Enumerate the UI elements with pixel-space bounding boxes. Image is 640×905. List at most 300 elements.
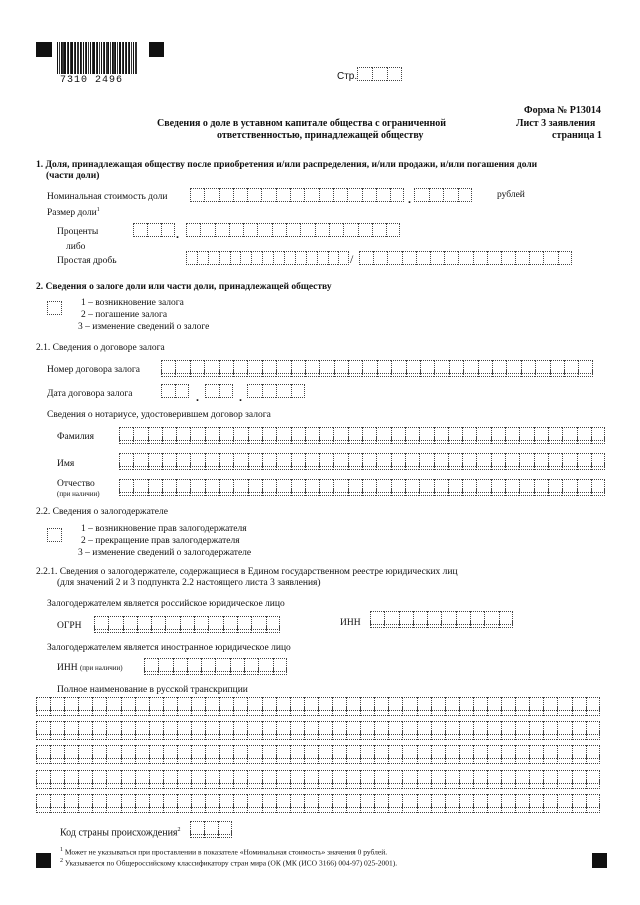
- entry-cell[interactable]: [347, 188, 361, 202]
- entry-cell[interactable]: [133, 223, 147, 237]
- entry-cell[interactable]: [572, 780, 586, 789]
- entry-cell[interactable]: [248, 436, 262, 444]
- entry-cell[interactable]: [431, 755, 445, 764]
- entry-cell[interactable]: [519, 462, 533, 470]
- entry-cell[interactable]: [191, 780, 205, 789]
- entry-cell[interactable]: [333, 188, 347, 202]
- entry-cell[interactable]: [445, 780, 459, 789]
- entry-cell[interactable]: [388, 804, 402, 813]
- entry-cell[interactable]: [204, 830, 218, 838]
- entry-cell[interactable]: [332, 755, 346, 764]
- entry-cell[interactable]: [491, 488, 505, 496]
- ogrn-cells-row2[interactable]: [94, 625, 280, 633]
- entry-cell[interactable]: [162, 488, 176, 496]
- entry-cell[interactable]: [572, 755, 586, 764]
- entry-cell[interactable]: [291, 384, 306, 398]
- entry-cell[interactable]: [543, 804, 557, 813]
- entry-cell[interactable]: [163, 804, 177, 813]
- entry-cell[interactable]: [251, 625, 265, 633]
- entry-cell[interactable]: [262, 251, 273, 265]
- entry-cell[interactable]: [149, 707, 163, 716]
- entry-cell[interactable]: [332, 731, 346, 740]
- entry-cell[interactable]: [177, 804, 191, 813]
- entry-cell[interactable]: [478, 369, 492, 377]
- entry-cell[interactable]: [391, 488, 405, 496]
- entry-cell[interactable]: [441, 620, 455, 628]
- entry-cell[interactable]: [290, 707, 304, 716]
- entry-cell[interactable]: [519, 488, 533, 496]
- entry-cell[interactable]: [305, 369, 319, 377]
- entry-cell[interactable]: [473, 804, 487, 813]
- entry-cell[interactable]: [92, 731, 106, 740]
- entry-cell[interactable]: [304, 804, 318, 813]
- entry-cell[interactable]: [557, 780, 571, 789]
- entry-cell[interactable]: [487, 251, 501, 265]
- entry-cell[interactable]: [333, 462, 347, 470]
- entry-cell[interactable]: [458, 251, 472, 265]
- entry-cell[interactable]: [201, 667, 215, 675]
- entry-cell[interactable]: [529, 731, 543, 740]
- entry-cell[interactable]: [362, 436, 376, 444]
- entry-cell[interactable]: [36, 804, 50, 813]
- entry-cell[interactable]: [362, 369, 376, 377]
- entry-cell[interactable]: [362, 462, 376, 470]
- entry-cell[interactable]: [135, 804, 149, 813]
- entry-cell[interactable]: [473, 755, 487, 764]
- entry-cell[interactable]: [290, 731, 304, 740]
- entry-cell[interactable]: [247, 707, 261, 716]
- entry-cell[interactable]: [332, 780, 346, 789]
- entry-cell[interactable]: [348, 462, 362, 470]
- entry-cell[interactable]: [374, 731, 388, 740]
- entry-cell[interactable]: [36, 755, 50, 764]
- entry-cell[interactable]: [106, 707, 120, 716]
- entry-cell[interactable]: [376, 436, 390, 444]
- entry-cell[interactable]: [190, 488, 204, 496]
- entry-cell[interactable]: [149, 755, 163, 764]
- entry-cell[interactable]: [491, 436, 505, 444]
- entry-cell[interactable]: [577, 436, 591, 444]
- entry-cell[interactable]: [388, 755, 402, 764]
- contract-number-cells-row2[interactable]: [161, 369, 593, 377]
- notary-surname-cells-row2[interactable]: [119, 436, 605, 444]
- entry-cell[interactable]: [305, 462, 319, 470]
- entry-cell[interactable]: [219, 488, 233, 496]
- entry-cell[interactable]: [501, 251, 515, 265]
- entry-cell[interactable]: [233, 755, 247, 764]
- entry-cell[interactable]: [305, 488, 319, 496]
- entry-cell[interactable]: [577, 488, 591, 496]
- entry-cell[interactable]: [346, 755, 360, 764]
- entry-cell[interactable]: [64, 780, 78, 789]
- entry-cell[interactable]: [187, 667, 201, 675]
- entry-cell[interactable]: [262, 369, 276, 377]
- entry-cell[interactable]: [319, 462, 333, 470]
- entry-cell[interactable]: [334, 369, 348, 377]
- entry-cell[interactable]: [119, 488, 133, 496]
- entry-cell[interactable]: [78, 804, 92, 813]
- entry-cell[interactable]: [233, 707, 247, 716]
- entry-cell[interactable]: [247, 780, 261, 789]
- entry-cell[interactable]: [462, 436, 476, 444]
- entry-cell[interactable]: [448, 488, 462, 496]
- full-name-row[interactable]: [36, 731, 600, 740]
- entry-cell[interactable]: [291, 369, 305, 377]
- entry-cell[interactable]: [487, 731, 501, 740]
- entry-cell[interactable]: [419, 488, 433, 496]
- entry-cell[interactable]: [519, 436, 533, 444]
- entry-cell[interactable]: [257, 223, 271, 237]
- entry-cell[interactable]: [562, 462, 576, 470]
- entry-cell[interactable]: [591, 462, 605, 470]
- entry-cell[interactable]: [149, 731, 163, 740]
- entry-cell[interactable]: [47, 528, 62, 542]
- entry-cell[interactable]: [402, 731, 416, 740]
- entry-cell[interactable]: [333, 436, 347, 444]
- entry-cell[interactable]: [219, 436, 233, 444]
- entry-cell[interactable]: [291, 436, 305, 444]
- full-name-row[interactable]: [36, 780, 600, 789]
- entry-cell[interactable]: [360, 780, 374, 789]
- entry-cell[interactable]: [402, 755, 416, 764]
- entry-cell[interactable]: [215, 667, 229, 675]
- entry-cell[interactable]: [219, 251, 230, 265]
- entry-cell[interactable]: [586, 780, 600, 789]
- entry-cell[interactable]: [462, 462, 476, 470]
- entry-cell[interactable]: [233, 804, 247, 813]
- entry-cell[interactable]: [505, 462, 519, 470]
- entry-cell[interactable]: [459, 707, 473, 716]
- entry-cell[interactable]: [476, 462, 490, 470]
- entry-cell[interactable]: [247, 804, 261, 813]
- entry-cell[interactable]: [137, 625, 151, 633]
- entry-cell[interactable]: [557, 731, 571, 740]
- entry-cell[interactable]: [543, 707, 557, 716]
- entry-cell[interactable]: [219, 731, 233, 740]
- entry-cell[interactable]: [205, 462, 219, 470]
- entry-cell[interactable]: [434, 462, 448, 470]
- entry-cell[interactable]: [290, 780, 304, 789]
- entry-cell[interactable]: [135, 755, 149, 764]
- entry-cell[interactable]: [431, 731, 445, 740]
- entry-cell[interactable]: [358, 223, 372, 237]
- entry-cell[interactable]: [262, 707, 276, 716]
- entry-cell[interactable]: [473, 707, 487, 716]
- entry-cell[interactable]: [200, 223, 214, 237]
- entry-cell[interactable]: [431, 707, 445, 716]
- entry-cell[interactable]: [92, 780, 106, 789]
- entry-cell[interactable]: [586, 804, 600, 813]
- entry-cell[interactable]: [219, 384, 233, 398]
- entry-cell[interactable]: [219, 707, 233, 716]
- entry-cell[interactable]: [515, 780, 529, 789]
- entry-cell[interactable]: [50, 780, 64, 789]
- entry-cell[interactable]: [233, 369, 247, 377]
- entry-cell[interactable]: [291, 462, 305, 470]
- entry-cell[interactable]: [377, 369, 391, 377]
- entry-cell[interactable]: [473, 780, 487, 789]
- entry-cell[interactable]: [529, 804, 543, 813]
- entry-cell[interactable]: [476, 488, 490, 496]
- entry-cell[interactable]: [413, 620, 427, 628]
- entry-cell[interactable]: [386, 223, 400, 237]
- entry-cell[interactable]: [529, 780, 543, 789]
- entry-cell[interactable]: [119, 462, 133, 470]
- entry-cell[interactable]: [473, 251, 487, 265]
- entry-cell[interactable]: [247, 369, 261, 377]
- entry-cell[interactable]: [205, 755, 219, 764]
- entry-cell[interactable]: [215, 223, 229, 237]
- entry-cell[interactable]: [333, 488, 347, 496]
- entry-cell[interactable]: [346, 707, 360, 716]
- entry-cell[interactable]: [180, 625, 194, 633]
- entry-cell[interactable]: [78, 780, 92, 789]
- entry-cell[interactable]: [191, 731, 205, 740]
- entry-cell[interactable]: [501, 780, 515, 789]
- entry-cell[interactable]: [106, 804, 120, 813]
- entry-cell[interactable]: [190, 369, 204, 377]
- entry-cell[interactable]: [373, 251, 387, 265]
- entry-cell[interactable]: [473, 731, 487, 740]
- entry-cell[interactable]: [262, 755, 276, 764]
- entry-cell[interactable]: [578, 369, 592, 377]
- entry-cell[interactable]: [346, 731, 360, 740]
- country-code-cells-row2[interactable]: [190, 830, 232, 838]
- entry-cell[interactable]: [262, 436, 276, 444]
- entry-cell[interactable]: [550, 369, 564, 377]
- entry-cell[interactable]: [505, 436, 519, 444]
- entry-cell[interactable]: [362, 488, 376, 496]
- entry-cell[interactable]: [391, 436, 405, 444]
- entry-cell[interactable]: [304, 188, 318, 202]
- entry-cell[interactable]: [197, 251, 208, 265]
- entry-cell[interactable]: [476, 436, 490, 444]
- entry-cell[interactable]: [534, 488, 548, 496]
- entry-cell[interactable]: [276, 488, 290, 496]
- entry-cell[interactable]: [261, 188, 275, 202]
- entry-cell[interactable]: [190, 436, 204, 444]
- entry-cell[interactable]: [318, 707, 332, 716]
- entry-cell[interactable]: [64, 707, 78, 716]
- entry-cell[interactable]: [135, 731, 149, 740]
- entry-cell[interactable]: [487, 780, 501, 789]
- entry-cell[interactable]: [300, 223, 314, 237]
- entry-cell[interactable]: [359, 251, 373, 265]
- entry-cell[interactable]: [50, 755, 64, 764]
- entry-cell[interactable]: [534, 462, 548, 470]
- full-name-row[interactable]: [36, 804, 600, 813]
- entry-cell[interactable]: [459, 804, 473, 813]
- entry-cell[interactable]: [445, 731, 459, 740]
- entry-cell[interactable]: [529, 251, 543, 265]
- entry-cell[interactable]: [515, 804, 529, 813]
- entry-cell[interactable]: [219, 780, 233, 789]
- entry-cell[interactable]: [233, 731, 247, 740]
- entry-cell[interactable]: [318, 780, 332, 789]
- entry-cell[interactable]: [219, 369, 233, 377]
- entry-cell[interactable]: [135, 707, 149, 716]
- entry-cell[interactable]: [402, 251, 416, 265]
- entry-cell[interactable]: [219, 804, 233, 813]
- entry-cell[interactable]: [515, 251, 529, 265]
- entry-cell[interactable]: [332, 707, 346, 716]
- entry-cell[interactable]: [459, 755, 473, 764]
- entry-cell[interactable]: [372, 223, 386, 237]
- entry-cell[interactable]: [135, 780, 149, 789]
- entry-cell[interactable]: [445, 755, 459, 764]
- nominal-value-rubles-cells[interactable]: [190, 188, 404, 202]
- entry-cell[interactable]: [94, 625, 108, 633]
- contract-month-cells[interactable]: [205, 384, 233, 398]
- entry-cell[interactable]: [402, 707, 416, 716]
- entry-cell[interactable]: [148, 488, 162, 496]
- entry-cell[interactable]: [276, 369, 290, 377]
- entry-cell[interactable]: [304, 755, 318, 764]
- entry-cell[interactable]: [276, 755, 290, 764]
- entry-cell[interactable]: [262, 804, 276, 813]
- entry-cell[interactable]: [405, 488, 419, 496]
- entry-cell[interactable]: [376, 488, 390, 496]
- entry-cell[interactable]: [147, 223, 161, 237]
- entry-cell[interactable]: [463, 369, 477, 377]
- entry-cell[interactable]: [427, 620, 441, 628]
- entry-cell[interactable]: [50, 804, 64, 813]
- entry-cell[interactable]: [505, 488, 519, 496]
- entry-cell[interactable]: [121, 804, 135, 813]
- entry-cell[interactable]: [121, 755, 135, 764]
- entry-cell[interactable]: [374, 804, 388, 813]
- foreign-inn-cells-row2[interactable]: [144, 667, 287, 675]
- entry-cell[interactable]: [243, 223, 257, 237]
- entry-cell[interactable]: [161, 369, 175, 377]
- entry-cell[interactable]: [92, 707, 106, 716]
- fraction-numerator-cells[interactable]: [186, 251, 349, 265]
- entry-cell[interactable]: [191, 755, 205, 764]
- entry-cell[interactable]: [376, 462, 390, 470]
- entry-cell[interactable]: [78, 707, 92, 716]
- page-number-cells[interactable]: [357, 67, 402, 81]
- entry-cell[interactable]: [462, 488, 476, 496]
- entry-cell[interactable]: [176, 488, 190, 496]
- entry-cell[interactable]: [276, 462, 290, 470]
- entry-cell[interactable]: [374, 707, 388, 716]
- entry-cell[interactable]: [50, 707, 64, 716]
- entry-cell[interactable]: [276, 731, 290, 740]
- entry-cell[interactable]: [417, 780, 431, 789]
- entry-cell[interactable]: [205, 780, 219, 789]
- entry-cell[interactable]: [501, 755, 515, 764]
- entry-cell[interactable]: [501, 731, 515, 740]
- entry-cell[interactable]: [360, 707, 374, 716]
- entry-cell[interactable]: [558, 251, 572, 265]
- entry-cell[interactable]: [247, 188, 261, 202]
- entry-cell[interactable]: [230, 667, 244, 675]
- entry-cell[interactable]: [121, 780, 135, 789]
- entry-cell[interactable]: [106, 731, 120, 740]
- entry-cell[interactable]: [402, 804, 416, 813]
- entry-cell[interactable]: [387, 67, 402, 81]
- entry-cell[interactable]: [348, 369, 362, 377]
- entry-cell[interactable]: [318, 755, 332, 764]
- entry-cell[interactable]: [329, 223, 343, 237]
- entry-cell[interactable]: [529, 755, 543, 764]
- entry-cell[interactable]: [163, 780, 177, 789]
- entry-cell[interactable]: [204, 369, 218, 377]
- fraction-denominator-cells[interactable]: [359, 251, 572, 265]
- entry-cell[interactable]: [374, 755, 388, 764]
- entry-cell[interactable]: [492, 369, 506, 377]
- entry-cell[interactable]: [205, 731, 219, 740]
- entry-cell[interactable]: [158, 667, 172, 675]
- entry-cell[interactable]: [247, 731, 261, 740]
- entry-cell[interactable]: [291, 488, 305, 496]
- entry-cell[interactable]: [233, 780, 247, 789]
- percent-integer-cells[interactable]: [133, 223, 175, 237]
- entry-cell[interactable]: [205, 804, 219, 813]
- entry-cell[interactable]: [360, 755, 374, 764]
- entry-cell[interactable]: [458, 188, 473, 202]
- entry-cell[interactable]: [119, 436, 133, 444]
- entry-cell[interactable]: [223, 625, 237, 633]
- entry-cell[interactable]: [36, 731, 50, 740]
- entry-cell[interactable]: [405, 462, 419, 470]
- entry-cell[interactable]: [229, 223, 243, 237]
- entry-cell[interactable]: [406, 369, 420, 377]
- entry-cell[interactable]: [151, 625, 165, 633]
- entry-cell[interactable]: [487, 804, 501, 813]
- entry-cell[interactable]: [499, 620, 513, 628]
- contract-day-cells[interactable]: [161, 384, 189, 398]
- entry-cell[interactable]: [319, 188, 333, 202]
- entry-cell[interactable]: [305, 436, 319, 444]
- entry-cell[interactable]: [133, 462, 147, 470]
- entry-cell[interactable]: [262, 384, 277, 398]
- entry-cell[interactable]: [370, 620, 384, 628]
- entry-cell[interactable]: [304, 780, 318, 789]
- inn-cells-row2[interactable]: [370, 620, 513, 628]
- entry-cell[interactable]: [328, 251, 339, 265]
- percent-fraction-cells[interactable]: [186, 223, 400, 237]
- entry-cell[interactable]: [276, 707, 290, 716]
- entry-cell[interactable]: [529, 707, 543, 716]
- entry-cell[interactable]: [240, 251, 251, 265]
- entry-cell[interactable]: [449, 369, 463, 377]
- entry-cell[interactable]: [564, 369, 578, 377]
- entry-cell[interactable]: [319, 488, 333, 496]
- entry-cell[interactable]: [272, 223, 286, 237]
- entry-cell[interactable]: [276, 804, 290, 813]
- entry-cell[interactable]: [315, 223, 329, 237]
- entry-cell[interactable]: [233, 188, 247, 202]
- entry-cell[interactable]: [557, 804, 571, 813]
- entry-cell[interactable]: [191, 804, 205, 813]
- entry-cell[interactable]: [376, 188, 390, 202]
- entry-cell[interactable]: [133, 488, 147, 496]
- entry-cell[interactable]: [47, 301, 62, 315]
- entry-cell[interactable]: [186, 223, 200, 237]
- entry-cell[interactable]: [262, 731, 276, 740]
- entry-cell[interactable]: [557, 755, 571, 764]
- entry-cell[interactable]: [515, 731, 529, 740]
- entry-cell[interactable]: [501, 804, 515, 813]
- entry-cell[interactable]: [92, 755, 106, 764]
- entry-cell[interactable]: [348, 436, 362, 444]
- entry-cell[interactable]: [290, 755, 304, 764]
- entry-cell[interactable]: [304, 731, 318, 740]
- entry-cell[interactable]: [165, 625, 179, 633]
- entry-cell[interactable]: [572, 707, 586, 716]
- entry-cell[interactable]: [149, 804, 163, 813]
